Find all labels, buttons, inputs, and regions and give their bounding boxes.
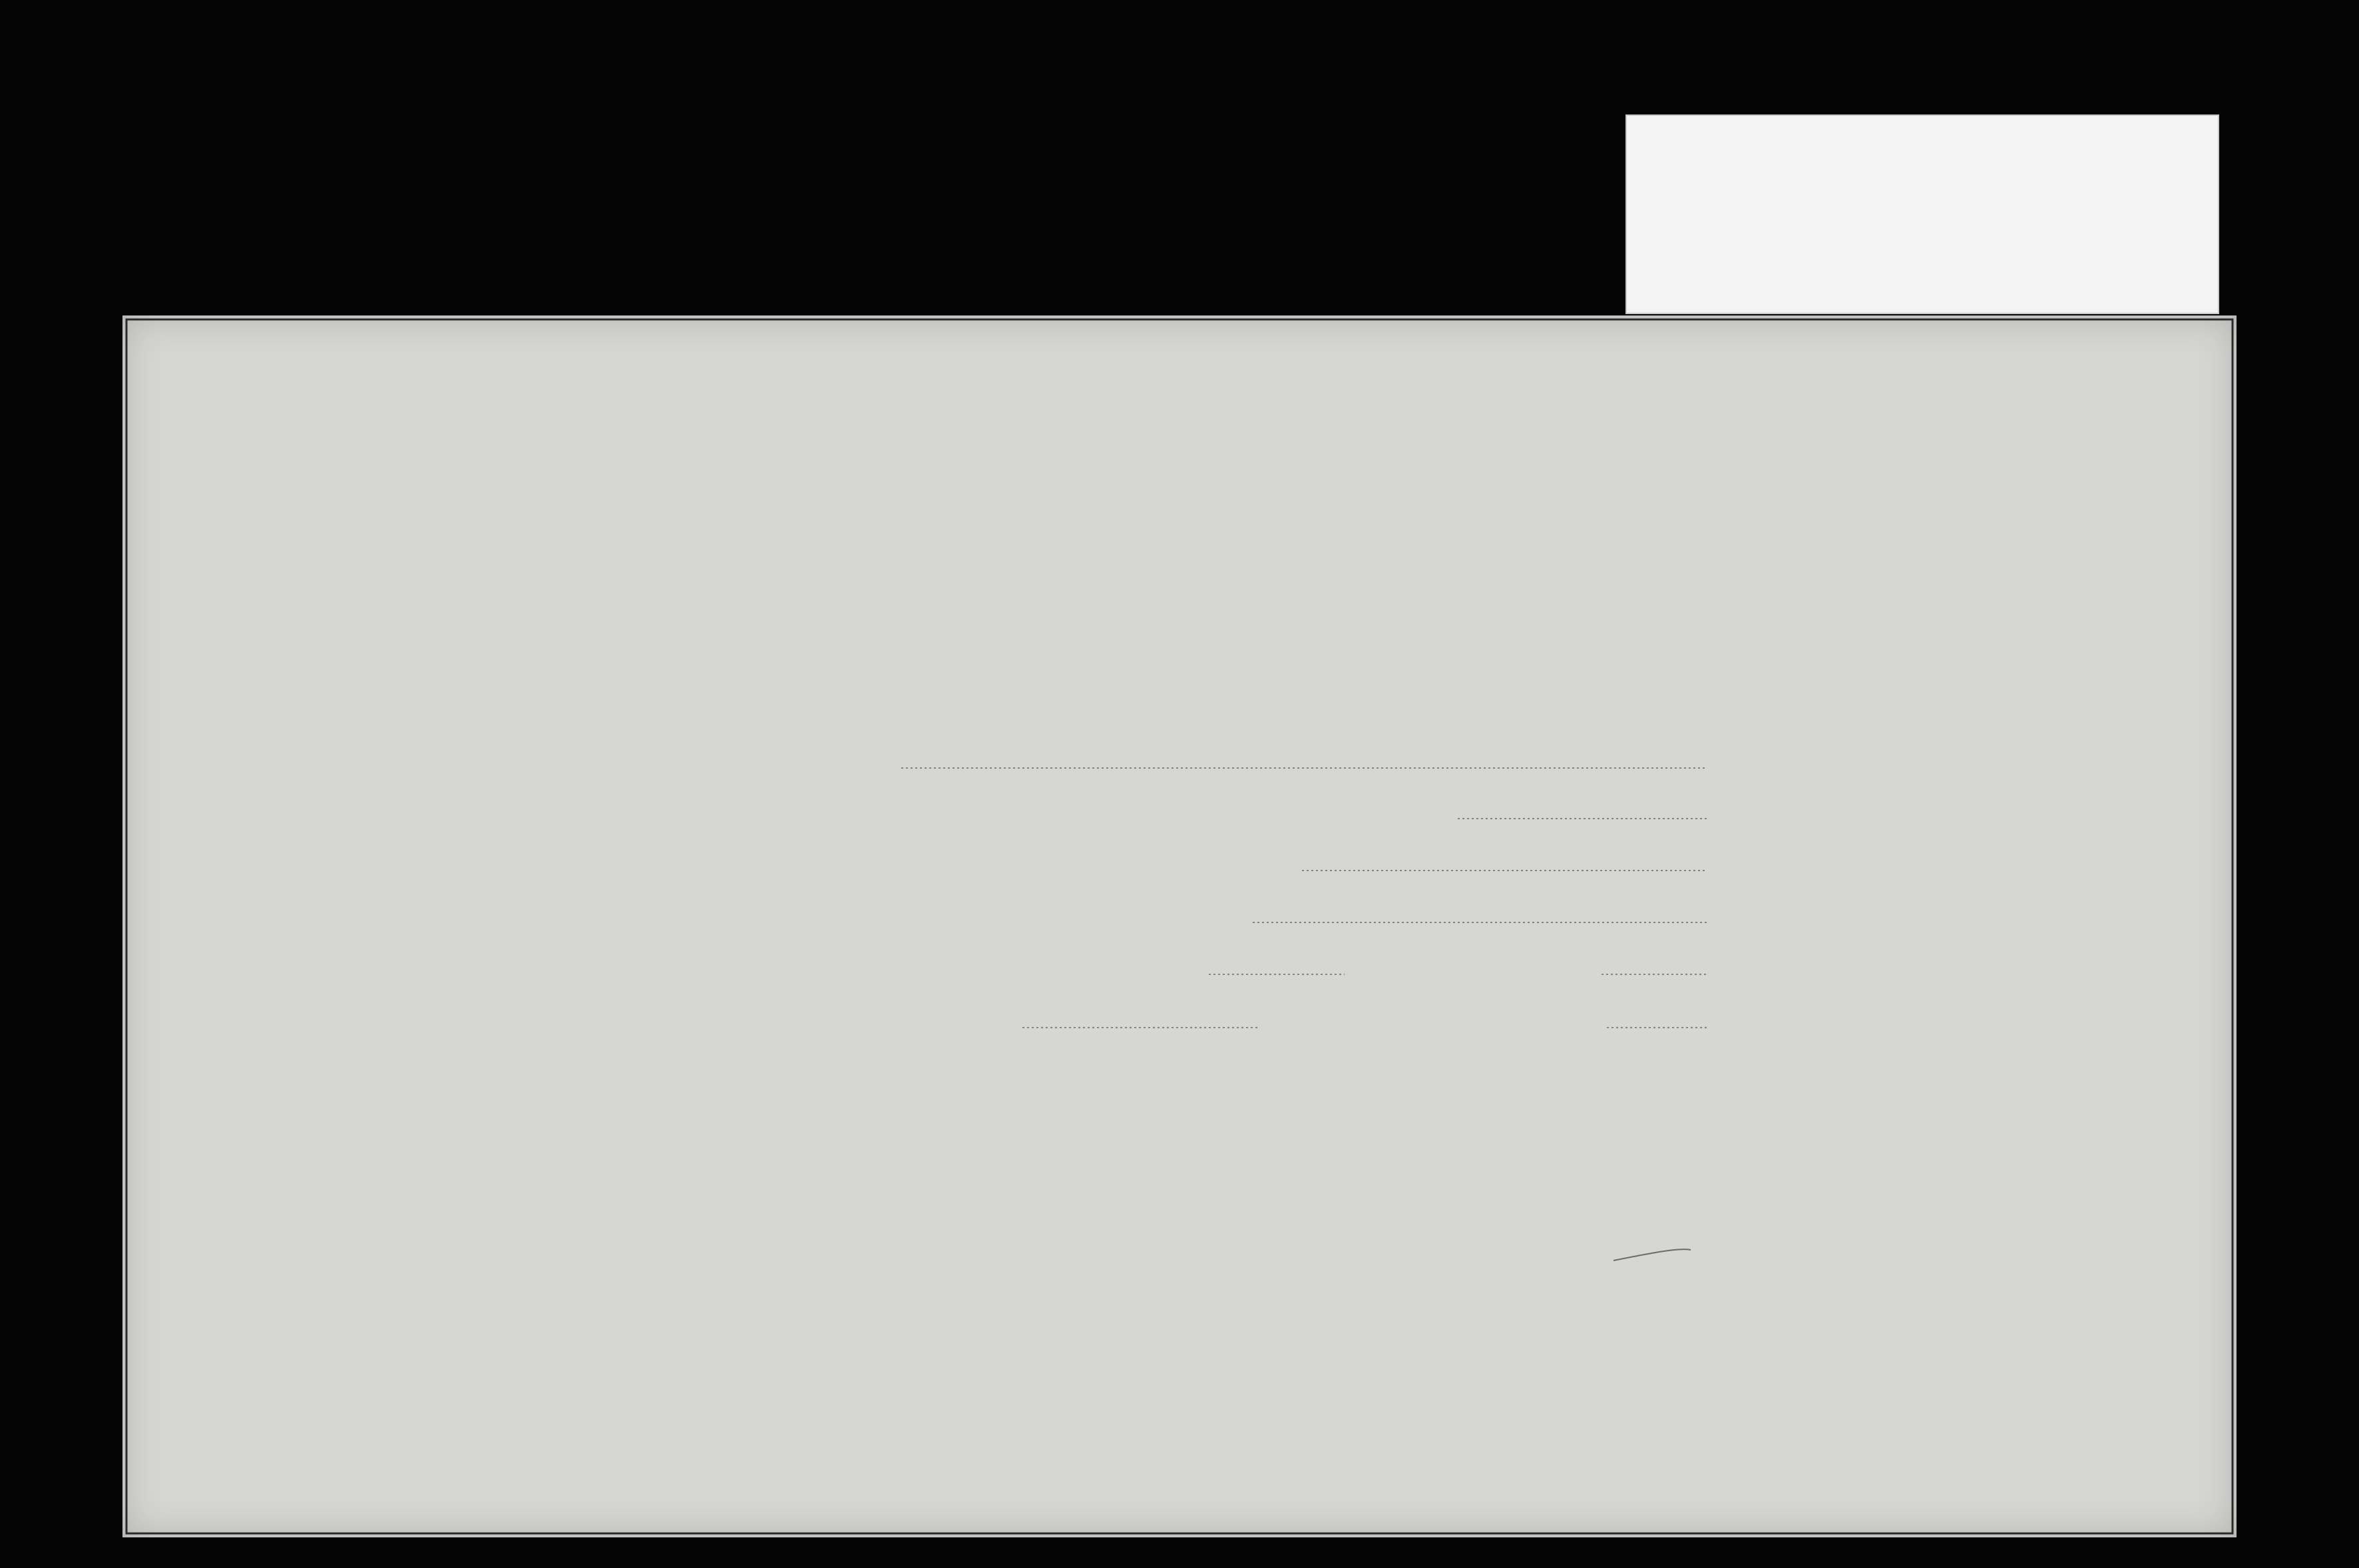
bleed-through-label: [1625, 114, 2219, 314]
hw-stroke: [1613, 1249, 1691, 1261]
card-border: [126, 319, 2233, 1533]
answer-lines: [901, 768, 1707, 1028]
census-form: [122, 315, 2237, 1537]
census-card: [122, 315, 2237, 1537]
